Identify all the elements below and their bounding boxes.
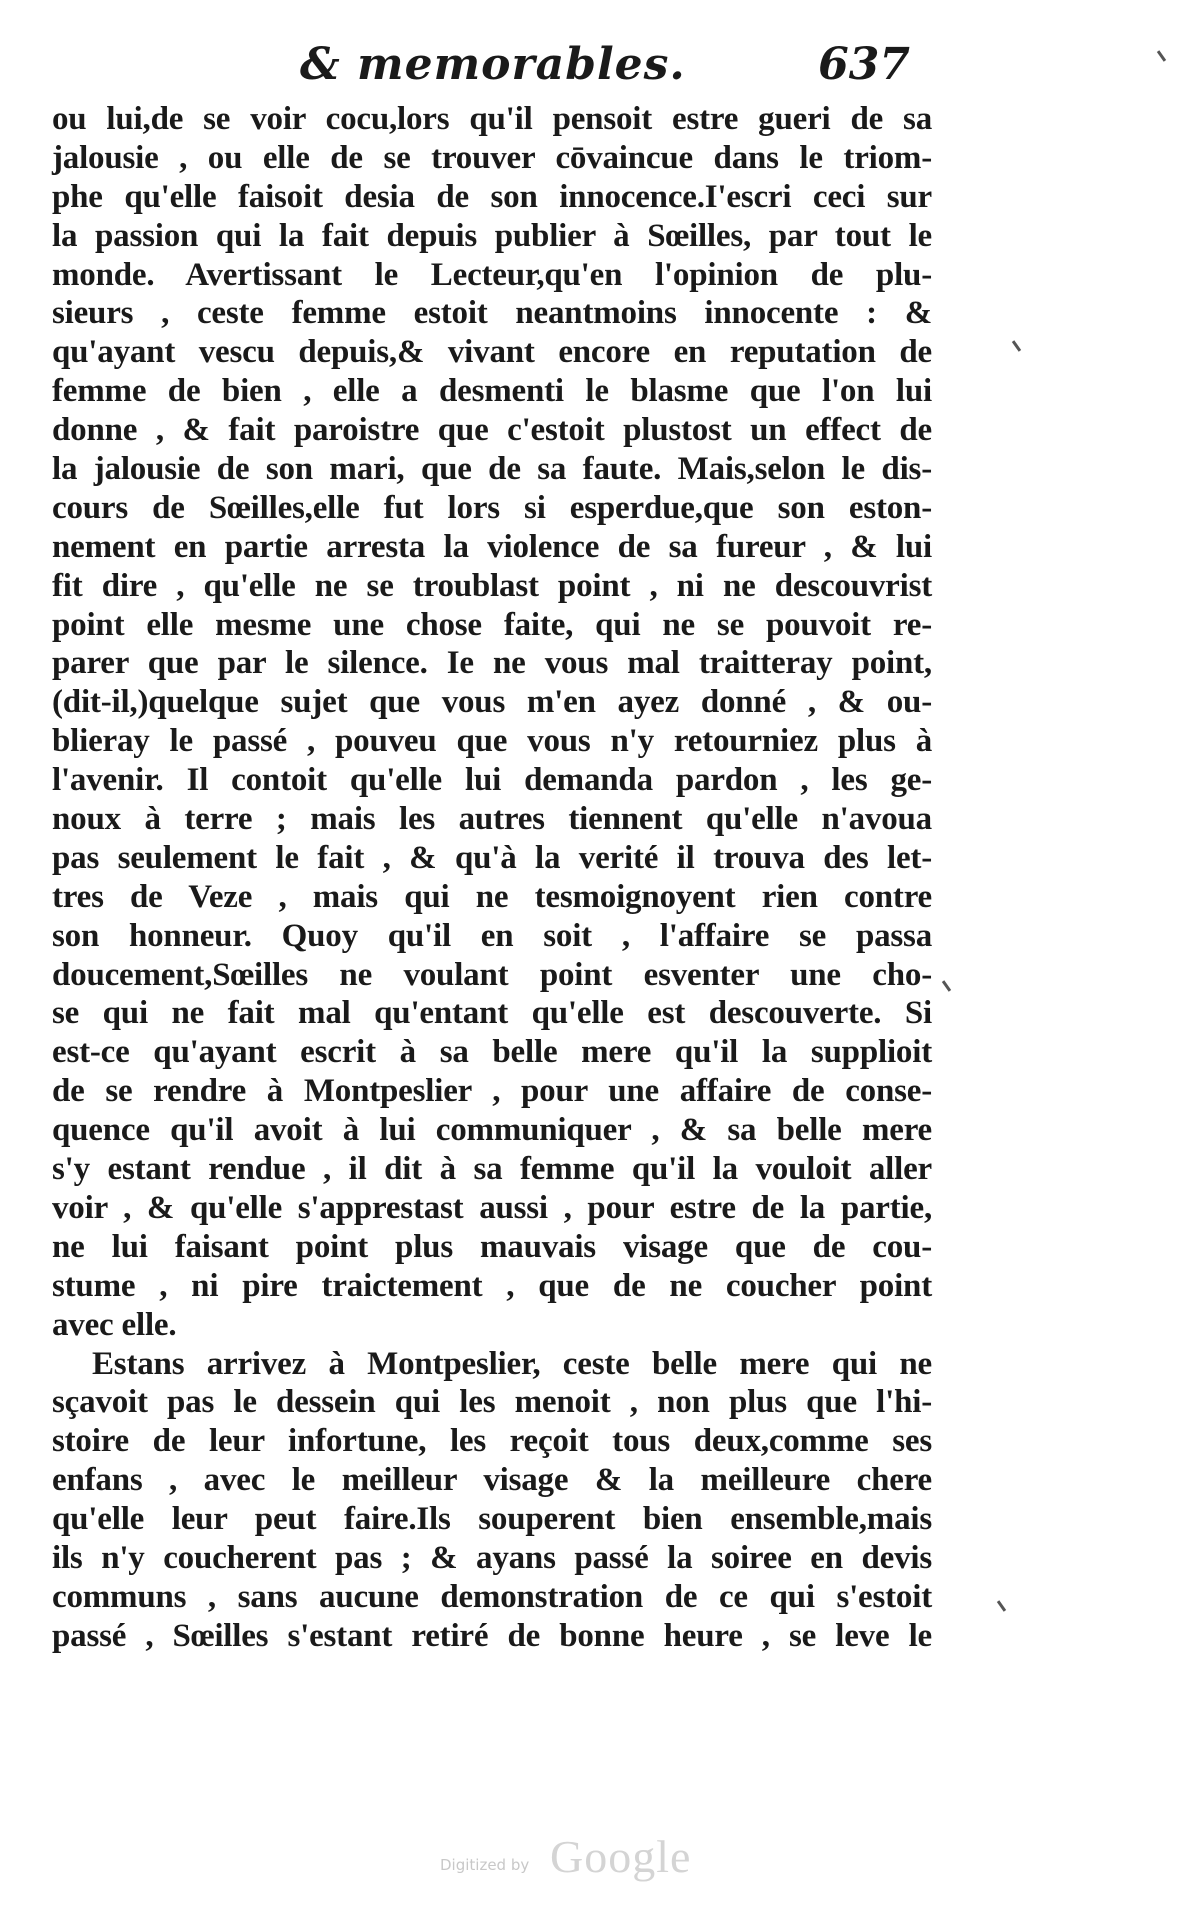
text-line: qu'ayant vescu depuis,& vivant encore en reputation de xyxy=(52,334,932,371)
text-line: passé , Sœilles s'estant retiré de bonne heure , se leve le xyxy=(52,1617,932,1654)
text-line: sçavoit pas le dessein qui les menoit , non plus que l'hi- xyxy=(52,1384,932,1421)
text-line: donne , & fait paroistre que c'estoit plustost un effect de xyxy=(52,412,932,449)
body-text xyxy=(52,100,932,1656)
text-line: sieurs , ceste femme estoit neantmoins innocente : & xyxy=(52,295,932,332)
page-number: 637 xyxy=(818,39,910,90)
paragraph-end-line: avec elle. xyxy=(52,1306,177,1343)
stray-ink-mark xyxy=(1012,340,1021,352)
text-line: blieray le passé , pouveu que vous n'y retourniez plus à xyxy=(52,723,932,760)
text-line: la passion qui la fait depuis publier à Sœilles, par tout le xyxy=(52,217,932,254)
running-head xyxy=(300,30,910,100)
text-line: doucement,Sœilles ne voulant point esventer une cho- xyxy=(52,956,932,993)
text-line: son honneur. Quoy qu'il en soit , l'affaire se passa xyxy=(52,917,932,954)
text-line: voir , & qu'elle s'apprestast aussi , pour estre de la partie, xyxy=(52,1189,932,1226)
text-line: jalousie , ou elle de se trouver cōvaincue dans le triom- xyxy=(52,139,932,176)
digitized-by-google-watermark xyxy=(440,1830,720,1890)
text-line: qu'elle leur peut faire.Ils souperent bien ensemble,mais xyxy=(52,1501,932,1538)
stray-ink-mark xyxy=(1157,50,1166,62)
text-line: parer que par le silence. Ie ne vous mal traitteray point, xyxy=(52,645,932,682)
text-line: l'avenir. Il contoit qu'elle lui demanda pardon , les ge- xyxy=(52,762,932,799)
text-line: communs , sans aucune demonstration de ce qui s'estoit xyxy=(52,1578,932,1615)
text-line: noux à terre ; mais les autres tiennent qu'elle n'avoua xyxy=(52,801,932,838)
text-line: ou lui,de se voir cocu,lors qu'il pensoit estre gueri de sa xyxy=(52,101,932,137)
text-line: stoire de leur infortune, les reçoit tous deux,comme ses xyxy=(52,1423,932,1460)
google-logo: Google xyxy=(550,1831,692,1882)
text-line: (dit-il,)quelque sujet que vous m'en ayez donné , & ou- xyxy=(52,684,932,721)
text-line: s'y estant rendue , il dit à sa femme qu'il la vouloit aller xyxy=(52,1151,932,1188)
text-line: ils n'y coucherent pas ; & ayans passé la soiree en devis xyxy=(52,1539,932,1576)
text-line: quence qu'il avoit à lui communiquer , & sa belle mere xyxy=(52,1112,932,1149)
text-line: est-ce qu'ayant escrit à sa belle mere qu'il la supplioit xyxy=(52,1034,932,1071)
text-line: stume , ni pire traictement , que de ne coucher point xyxy=(52,1267,932,1304)
text-line: femme de bien , elle a desmenti le blasme que l'on lui xyxy=(52,373,932,410)
text-line: phe qu'elle faisoit desia de son innocence.I'escri ceci sur xyxy=(52,178,932,215)
text-line: fit dire , qu'elle ne se troublast point , ni ne descouvrist xyxy=(52,567,932,604)
text-line: se qui ne fait mal qu'entant qu'elle est descouverte. Si xyxy=(52,995,932,1032)
text-line: point elle mesme une chose faite, qui ne se pouvoit re- xyxy=(52,606,932,643)
stray-ink-mark xyxy=(942,980,951,992)
text-line: nement en partie arresta la violence de sa fureur , & lui xyxy=(52,528,932,565)
running-title: & memorables. xyxy=(300,39,686,90)
digitized-by-label: Digitized by xyxy=(440,1856,530,1874)
text-line: la jalousie de son mari, que de sa faute. Mais,selon le dis- xyxy=(52,451,932,488)
text-line: pas seulement le fait , & qu'à la verité il trouva des let- xyxy=(52,839,932,876)
text-line: ne lui faisant point plus mauvais visage que de cou- xyxy=(52,1228,932,1265)
text-line: enfans , avec le meilleur visage & la meilleure chere xyxy=(52,1462,932,1499)
text-line: tres de Veze , mais qui ne tesmoignoyent rien contre xyxy=(52,878,932,915)
text-line: cours de Sœilles,elle fut lors si esperdue,que son eston- xyxy=(52,489,932,526)
text-line: monde. Avertissant le Lecteur,qu'en l'opinion de plu- xyxy=(52,256,932,293)
paragraph-start-line: Estans arrivez à Montpeslier, ceste belle mere qui ne xyxy=(92,1345,932,1382)
text-line: de se rendre à Montpeslier , pour une affaire de conse- xyxy=(52,1073,932,1110)
stray-ink-mark xyxy=(997,1600,1006,1612)
